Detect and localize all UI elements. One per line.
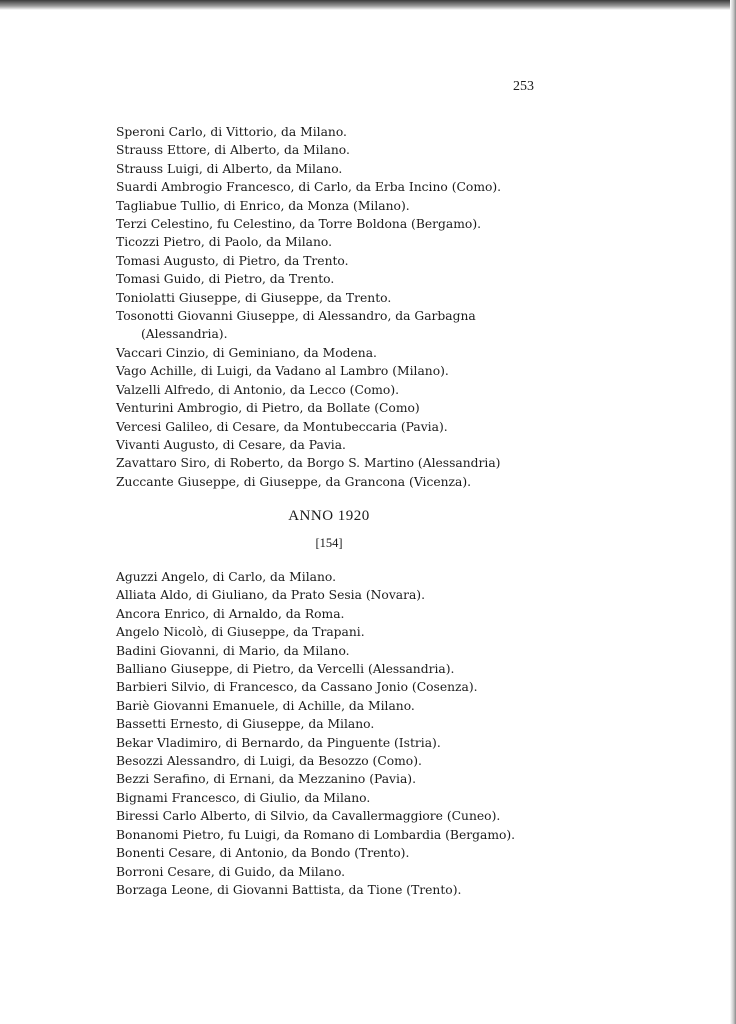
list-item: Balliano Giuseppe, di Pietro, da Vercelli (Alessandria). bbox=[116, 662, 455, 677]
list-item: Bariè Giovanni Emanuele, di Achille, da Milano. bbox=[116, 698, 415, 713]
scan-edge-top bbox=[0, 0, 736, 10]
list-item: Badini Giovanni, di Mario, da Milano. bbox=[116, 643, 350, 658]
page-number: 253 bbox=[513, 79, 534, 94]
list-item: Borzaga Leone, di Giovanni Battista, da Tione (Trento). bbox=[116, 882, 462, 897]
list-item: Barbieri Silvio, di Francesco, da Cassano Jonio (Cosenza). bbox=[116, 680, 478, 695]
list-item: Ticozzi Pietro, di Paolo, da Milano. bbox=[116, 235, 332, 250]
section-count: [154] bbox=[315, 536, 343, 550]
list-item: Bonanomi Pietro, fu Luigi, da Romano di Lombardia (Bergamo). bbox=[116, 827, 516, 842]
list-item: Vivanti Augusto, di Cesare, da Pavia. bbox=[116, 437, 346, 452]
entry-list-1919 bbox=[116, 123, 556, 491]
list-item: Tomasi Augusto, di Pietro, da Trento. bbox=[116, 253, 349, 268]
list-item: Tosonotti Giovanni Giuseppe, di Alessandro, da Garbagna (Alessandria). bbox=[116, 309, 476, 342]
entry-list-1920 bbox=[116, 568, 556, 899]
list-item: Vaccari Cinzio, di Geminiano, da Modena. bbox=[116, 345, 377, 360]
list-item: Zuccante Giuseppe, di Giuseppe, da Grancona (Vicenza). bbox=[116, 474, 472, 489]
list-item: Vercesi Galileo, di Cesare, da Montubeccaria (Pavia). bbox=[116, 419, 448, 434]
list-item: Toniolatti Giuseppe, di Giuseppe, da Trento. bbox=[116, 290, 392, 305]
list-item: Ancora Enrico, di Arnaldo, da Roma. bbox=[116, 606, 345, 621]
section-heading: ANNO 1920 bbox=[288, 508, 370, 524]
scan-edge-right bbox=[730, 0, 736, 1024]
list-item: Borroni Cesare, di Guido, da Milano. bbox=[116, 864, 346, 879]
list-item: Zavattaro Siro, di Roberto, da Borgo S. Martino (Alessandria) bbox=[116, 456, 501, 471]
list-item: Tomasi Guido, di Pietro, da Trento. bbox=[116, 272, 335, 287]
list-item: Bassetti Ernesto, di Giuseppe, da Milano. bbox=[116, 717, 375, 732]
list-item: Bekar Vladimiro, di Bernardo, da Pinguente (Istria). bbox=[116, 735, 441, 750]
list-item: Bezzi Serafino, di Ernani, da Mezzanino (Pavia). bbox=[116, 772, 416, 787]
list-item: Strauss Ettore, di Alberto, da Milano. bbox=[116, 143, 350, 158]
list-item: Speroni Carlo, di Vittorio, da Milano. bbox=[116, 125, 347, 139]
list-item: Strauss Luigi, di Alberto, da Milano. bbox=[116, 161, 343, 176]
list-item: Angelo Nicolò, di Giuseppe, da Trapani. bbox=[116, 625, 365, 640]
list-item: Aguzzi Angelo, di Carlo, da Milano. bbox=[116, 570, 336, 584]
list-item: Biressi Carlo Alberto, di Silvio, da Cavallermaggiore (Cuneo). bbox=[116, 809, 501, 824]
list-item: Terzi Celestino, fu Celestino, da Torre Boldona (Bergamo). bbox=[116, 217, 482, 232]
list-item: Valzelli Alfredo, di Antonio, da Lecco (Como). bbox=[116, 382, 400, 397]
list-item: Alliata Aldo, di Giuliano, da Prato Sesia (Novara). bbox=[116, 588, 426, 603]
list-item: Vago Achille, di Luigi, da Vadano al Lambro (Milano). bbox=[116, 364, 449, 379]
list-item: Bonenti Cesare, di Antonio, da Bondo (Trento). bbox=[116, 846, 410, 861]
list-item: Suardi Ambrogio Francesco, di Carlo, da Erba Incino (Como). bbox=[116, 180, 502, 195]
list-item: Bignami Francesco, di Giulio, da Milano. bbox=[116, 790, 371, 805]
list-item: Besozzi Alessandro, di Luigi, da Besozzo (Como). bbox=[116, 754, 422, 769]
list-item: Tagliabue Tullio, di Enrico, da Monza (Milano). bbox=[116, 198, 410, 213]
list-item: Venturini Ambrogio, di Pietro, da Bollate (Como) bbox=[116, 401, 420, 416]
